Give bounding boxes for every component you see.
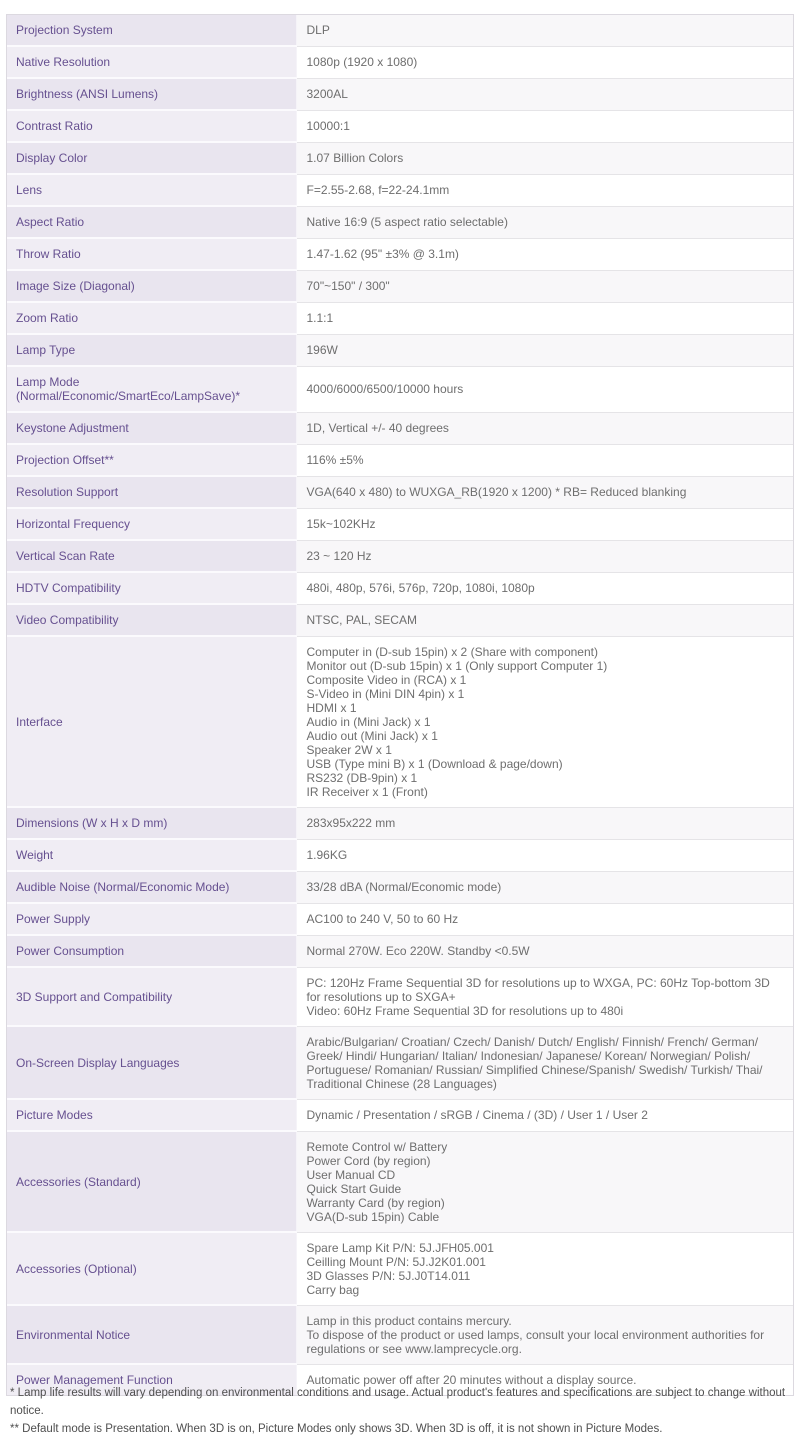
spec-label: Horizontal Frequency — [7, 508, 296, 540]
table-row — [7, 1099, 793, 1131]
spec-label: Lens — [7, 174, 296, 206]
spec-value: 4000/6000/6500/10000 hours — [296, 366, 793, 412]
spec-value: VGA(640 x 480) to WUXGA_RB(1920 x 1200) * RB= Reduced blanking — [296, 476, 793, 508]
spec-label: Video Compatibility — [7, 604, 296, 636]
spec-label: Weight — [7, 839, 296, 871]
table-row — [7, 1131, 793, 1232]
spec-value: Automatic power off after 20 minutes without a display source. — [296, 1364, 793, 1395]
table-row — [7, 78, 793, 110]
spec-label: Zoom Ratio — [7, 302, 296, 334]
table-row — [7, 508, 793, 540]
table-row — [7, 366, 793, 412]
spec-value: 196W — [296, 334, 793, 366]
spec-label: Vertical Scan Rate — [7, 540, 296, 572]
spec-label: Power Management Function — [7, 1364, 296, 1395]
table-row — [7, 572, 793, 604]
table-row — [7, 46, 793, 78]
spec-value: F=2.55-2.68, f=22-24.1mm — [296, 174, 793, 206]
spec-value: 1D, Vertical +/- 40 degrees — [296, 412, 793, 444]
table-row — [7, 174, 793, 206]
spec-label: Environmental Notice — [7, 1305, 296, 1364]
spec-label: Contrast Ratio — [7, 110, 296, 142]
table-row — [7, 476, 793, 508]
table-row — [7, 302, 793, 334]
table-row — [7, 1026, 793, 1099]
table-row — [7, 270, 793, 302]
table-row — [7, 238, 793, 270]
spec-label: Dimensions (W x H x D mm) — [7, 807, 296, 839]
spec-value: 3200AL — [296, 78, 793, 110]
spec-value: Lamp in this product contains mercury. To dispose of the product or used lamps, consult your local environment authorities for regulations or see www.lamprecycle.org. — [296, 1305, 793, 1364]
spec-value: 1.1:1 — [296, 302, 793, 334]
table-row — [7, 1232, 793, 1305]
table-row — [7, 807, 793, 839]
table-row — [7, 412, 793, 444]
spec-table-container — [6, 14, 794, 1396]
spec-label: Interface — [7, 636, 296, 807]
spec-label: Picture Modes — [7, 1099, 296, 1131]
spec-value: Remote Control w/ Battery Power Cord (by region) User Manual CD Quick Start Guide Warranty Card (by region) VGA(D-sub 15pin) Cable — [296, 1131, 793, 1232]
spec-label: Brightness (ANSI Lumens) — [7, 78, 296, 110]
spec-label: HDTV Compatibility — [7, 572, 296, 604]
footnotes — [10, 1384, 792, 1438]
table-row — [7, 15, 793, 46]
spec-label: Accessories (Optional) — [7, 1232, 296, 1305]
spec-table-body — [7, 15, 793, 1395]
spec-value: 1.07 Billion Colors — [296, 142, 793, 174]
table-row — [7, 871, 793, 903]
table-row — [7, 110, 793, 142]
spec-value: 283x95x222 mm — [296, 807, 793, 839]
table-row — [7, 142, 793, 174]
spec-value: Spare Lamp Kit P/N: 5J.JFH05.001 Ceilling Mount P/N: 5J.J2K01.001 3D Glasses P/N: 5J.J0T14.011 Carry bag — [296, 1232, 793, 1305]
spec-value: Normal 270W. Eco 220W. Standby <0.5W — [296, 935, 793, 967]
footnote-line: ** Default mode is Presentation. When 3D is on, Picture Modes only shows 3D. When 3D is off, it is not shown in Picture Modes. — [10, 1423, 663, 1435]
spec-label: 3D Support and Compatibility — [7, 967, 296, 1026]
spec-value: AC100 to 240 V, 50 to 60 Hz — [296, 903, 793, 935]
spec-value: Arabic/Bulgarian/ Croatian/ Czech/ Danish/ Dutch/ English/ Finnish/ French/ German/ Greek/ Hindi/ Hungarian/ Italian/ Indonesian/ Japanese/ Korean/ Norwegian/ Polish/ Portuguese/ Romanian/ Russian/ Simplified Chinese/Spanish/ Swedish/ Turkish/ Thai/ Traditional Chinese (28 Languages) — [296, 1026, 793, 1099]
spec-label: Lamp Mode (Normal/Economic/SmartEco/LampSave)* — [7, 366, 296, 412]
spec-label: Aspect Ratio — [7, 206, 296, 238]
spec-value: 1.96KG — [296, 839, 793, 871]
spec-value: 116% ±5% — [296, 444, 793, 476]
table-row — [7, 206, 793, 238]
table-row — [7, 935, 793, 967]
spec-label: Image Size (Diagonal) — [7, 270, 296, 302]
spec-label: Keystone Adjustment — [7, 412, 296, 444]
spec-label: Power Consumption — [7, 935, 296, 967]
spec-label: Lamp Type — [7, 334, 296, 366]
table-row — [7, 540, 793, 572]
spec-value: Computer in (D-sub 15pin) x 2 (Share with component) Monitor out (D-sub 15pin) x 1 (Only support Computer 1) Composite Video in (RCA) x 1 S-Video in (Mini DIN 4pin) x 1 HDMI x 1 Audio in (Mini Jack) x 1 Audio out (Mini Jack) x 1 Speaker 2W x 1 USB (Type mini B) x 1 (Download & page/down) RS232 (DB-9pin) x 1 IR Receiver x 1 (Front) — [296, 636, 793, 807]
spec-value: 15k~102KHz — [296, 508, 793, 540]
table-row — [7, 967, 793, 1026]
table-row — [7, 334, 793, 366]
spec-value: 10000:1 — [296, 110, 793, 142]
spec-value: 1080p (1920 x 1080) — [296, 46, 793, 78]
spec-value: 23 ~ 120 Hz — [296, 540, 793, 572]
table-row — [7, 636, 793, 807]
spec-value: Dynamic / Presentation / sRGB / Cinema / (3D) / User 1 / User 2 — [296, 1099, 793, 1131]
spec-value: Native 16:9 (5 aspect ratio selectable) — [296, 206, 793, 238]
table-row — [7, 1305, 793, 1364]
table-row — [7, 903, 793, 935]
spec-value: 1.47-1.62 (95" ±3% @ 3.1m) — [296, 238, 793, 270]
spec-label: Projection Offset** — [7, 444, 296, 476]
spec-value: PC: 120Hz Frame Sequential 3D for resolutions up to WXGA, PC: 60Hz Top-bottom 3D for resolutions up to SXGA+ Video: 60Hz Frame Sequential 3D for resolutions up to 480i — [296, 967, 793, 1026]
table-row — [7, 839, 793, 871]
spec-value: NTSC, PAL, SECAM — [296, 604, 793, 636]
table-row — [7, 444, 793, 476]
footnote-line: * Lamp life results will vary depending on environmental conditions and usage. Actual product's features and specifications are subject to change without notice. — [10, 1387, 786, 1417]
spec-label: Accessories (Standard) — [7, 1131, 296, 1232]
spec-label: Projection System — [7, 15, 296, 46]
spec-value: DLP — [296, 15, 793, 46]
spec-label: Throw Ratio — [7, 238, 296, 270]
spec-label: Native Resolution — [7, 46, 296, 78]
spec-label: Power Supply — [7, 903, 296, 935]
spec-table — [7, 15, 793, 1395]
spec-label: Audible Noise (Normal/Economic Mode) — [7, 871, 296, 903]
spec-label: Display Color — [7, 142, 296, 174]
spec-value: 480i, 480p, 576i, 576p, 720p, 1080i, 1080p — [296, 572, 793, 604]
spec-value: 33/28 dBA (Normal/Economic mode) — [296, 871, 793, 903]
spec-label: On-Screen Display Languages — [7, 1026, 296, 1099]
spec-value: 70"~150" / 300" — [296, 270, 793, 302]
table-row — [7, 604, 793, 636]
spec-label: Resolution Support — [7, 476, 296, 508]
